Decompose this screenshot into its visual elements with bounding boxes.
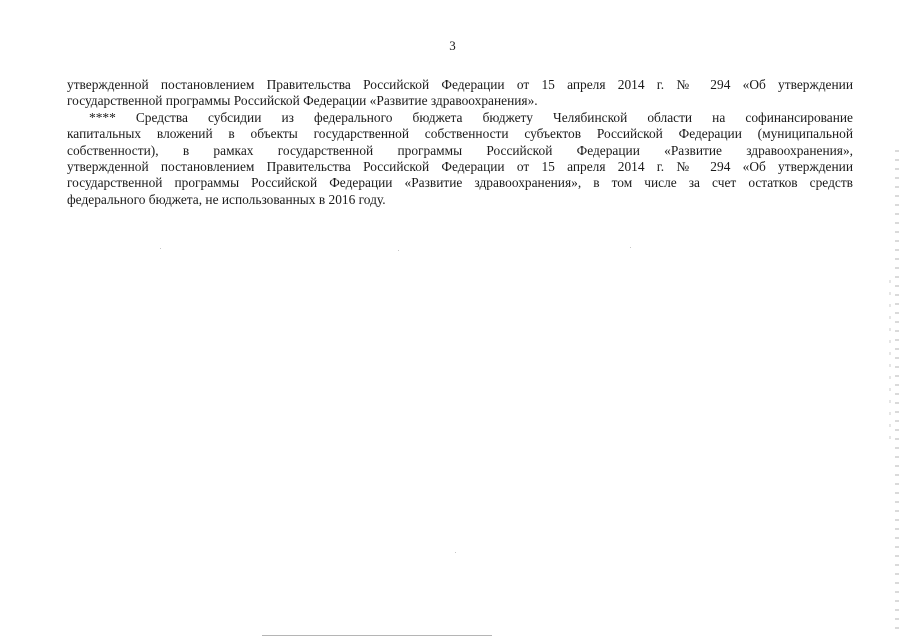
scan-artifact-dot	[455, 552, 456, 553]
text-line: государственной программы Российской Федерации «Развитие здравоохранения».	[67, 93, 538, 109]
text-line: государственной программы Российской Федерации «Развитие здравоохранения», в том числе за счет остатков средств	[67, 175, 853, 191]
text-line: **** Средства субсидии из федерального бюджета бюджету Челябинской области на софинансирование	[89, 109, 853, 125]
footnote-paragraph	[67, 110, 853, 208]
paragraph-continuation	[67, 77, 853, 110]
text-line: капитальных вложений в объекты государственной собственности субъектов Российской Федерации (муниципальной	[67, 126, 853, 142]
scan-artifact-edge	[895, 150, 899, 630]
text-line: собственности), в рамках государственной программы Российской Федерации «Развитие здравоохранения»,	[67, 142, 853, 158]
scan-artifact-dot	[160, 248, 161, 249]
scan-artifact-dot	[398, 250, 399, 251]
scan-artifact-dot	[630, 247, 631, 248]
text-line: федерального бюджета, не использованных в 2016 году.	[67, 191, 386, 207]
page-number: 3	[449, 38, 456, 53]
document-body	[67, 77, 853, 208]
text-line: утвержденной постановлением Правительства Российской Федерации от 15 апреля 2014 г. № 294 «Об утверждении	[67, 77, 853, 92]
scan-artifact-edge	[889, 280, 891, 440]
text-line: утвержденной постановлением Правительства Российской Федерации от 15 апреля 2014 г. № 294 «Об утверждении	[67, 159, 853, 175]
scan-artifact-rule	[262, 635, 492, 636]
